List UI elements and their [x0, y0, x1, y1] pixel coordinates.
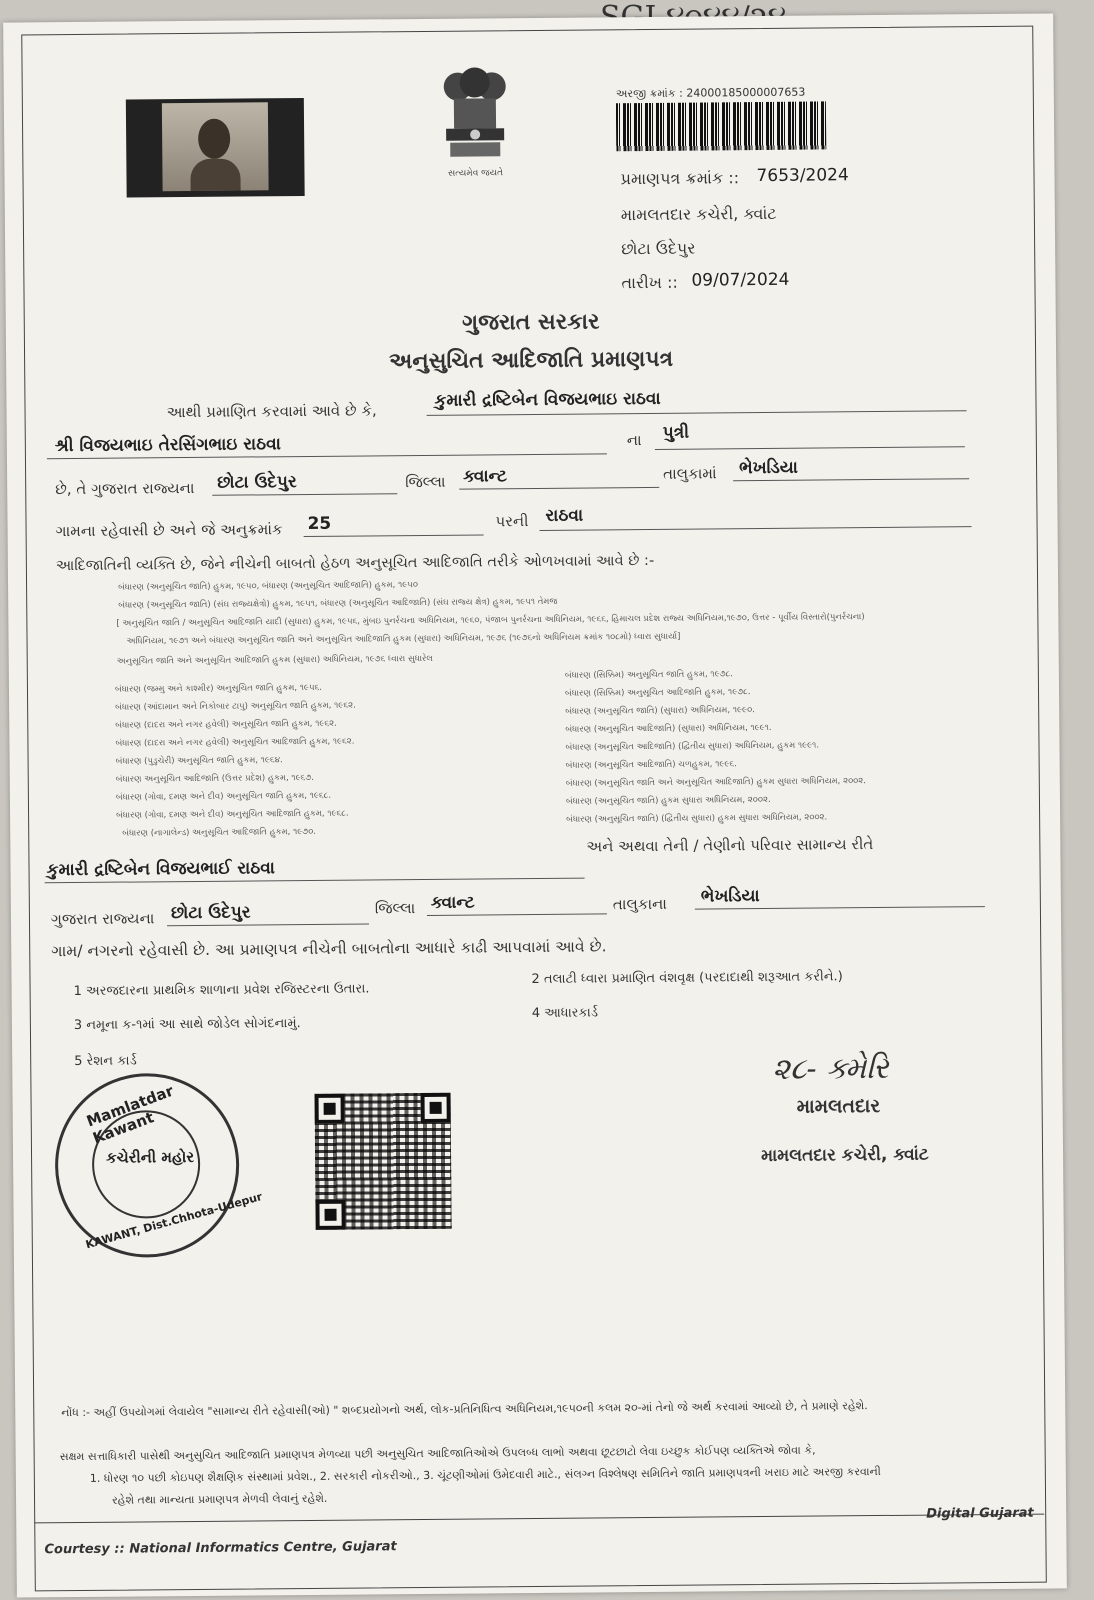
signatory-designation: મામલતદાર: [796, 1094, 881, 1118]
act-right: બંધારણ (અનુસૂચિત જાતિ) હુકમ સુધારા અધિનિયમ, ૨૦૦૨.: [565, 794, 771, 807]
applicant-name: કુમારી દ્રષ્ટિબેન વિજયભાઇ રાઠવા: [434, 388, 661, 411]
resident-label: ગામના રહેવાસી છે અને જે અનુક્રમાંક: [55, 520, 283, 541]
act-line: અધિનિયમ, ૧૯૭૧ અને બંધારણ અનુસૂચિત જાતિ અને અનુસૂચિત આદિજાતિ હુકમ (સુધારા) અધિનિયમ, ૧૯૭૬ (૧૯૭૬નો અધિનિયમ ક્રમાંક ૧૦૮મો) ધ્વારા સુધાર્યા]: [126, 631, 681, 647]
state-label: છે, તે ગુજરાત રાજ્યના: [55, 478, 195, 499]
footnote: રહેશે તથા માન્યતા પ્રમાણપત્ર મેળવી લેવાનું રહેશે.: [111, 1491, 328, 1507]
signature-scribble: ૨૮- ક્મેરિ: [772, 1050, 889, 1087]
seal-bottom-text: KAWANT, Dist.Chhota-Udepur: [84, 1189, 264, 1252]
certificate-page: [3, 13, 1067, 1597]
digital-gujarat-brand: Digital Gujarat: [926, 1505, 1034, 1522]
act-right: બંધારણ (અનુસૂચિત આદિજાતિ) ચળહુકમ, ૧૯૯૬.: [565, 759, 737, 771]
family-village: ભેખડિયા: [700, 886, 760, 907]
seal-center-text: કચેરીની મહોર: [105, 1147, 195, 1167]
tribe-label: પરની: [495, 512, 529, 531]
family-name: કુમારી દ્રષ્ટિબેન વિજયભાઈ રાઠવા: [46, 858, 276, 881]
act-left: બંધારણ (પુડુચેરી) અનુસૂચિત જાતિ હુકમ, ૧૯૬૪.: [115, 755, 283, 767]
basis-statement: ગામ/ નગરનો રહેવાસી છે. આ પ્રમાણપત્ર નીચેની બાબતોના આધારે કાઢી આપવામાં આવે છે.: [51, 937, 607, 961]
tribe-line: [539, 504, 971, 531]
certificate-title: અનુસુચિત આદિજાતિ પ્રમાણપત્ર: [388, 346, 674, 375]
act-right: બંધારણ (સિક્કિમ) અનુસૂચિત જાતિ હુકમ, ૧૯૭૮.: [564, 669, 733, 681]
date-label: તારીખ ::: [621, 272, 678, 293]
emblem-caption: સત્યમેવ જયતે: [447, 168, 504, 179]
national-emblem: [436, 64, 515, 185]
taluka: ક્વાન્ટ: [463, 466, 508, 487]
family-state-label: ગુજરાત રાજ્યના: [50, 909, 155, 929]
tribe: રાઠવા: [545, 505, 584, 526]
act-line: [ અનુસૂચિત જાતિ / અનુસૂચિત આદિજાતિ યાદી (સુધારા) હુકમ, ૧૯૫૬, મુંબઇ પુનર્રચના અધિનિયમ, ૧૯૬૦, પંજાબ પુનર્રચના અધિનિયમ, ૧૯૬૬, હિમાચલ પ્રદેશ રાજ્ય અધિનિયમ,૧૯૭૦, ઉત્તર - પૂર્વીય વિસ્તારો(પુનર્રચના): [116, 612, 865, 629]
act-left: બંધારણ (નાગાલેન્ડ) અનુસૂચિત આદિજાતિ હુકમ, ૧૯૭૦.: [122, 826, 317, 839]
signatory-office: મામલતદાર કચેરી, ક્વાંટ: [760, 1144, 929, 1167]
cert-no: 7653/2024: [756, 165, 849, 187]
cert-no-label: પ્રમાણપત્ર ક્રમાંક ::: [620, 168, 740, 189]
relation: પુત્રી: [662, 422, 690, 443]
act-left: બંધારણ (દાદરા અને નગર હવેલી) અનુસૂચિત જાતિ હુકમ, ૧૯૬૨.: [115, 718, 337, 731]
issuing-office: મામલતદાર કચેરી, ક્વાંટ: [620, 203, 777, 225]
act-left: બંધારણ (દાદરા અને નગર હવેલી) અનુસૂચિત આદિજાતિ હુકમ, ૧૯૬૨.: [115, 736, 355, 749]
act-left: બંધારણ (ગોવા, દમણ અને દીવ) અનુસૂચિત આદિજાતિ હુકમ, ૧૯૬૮.: [116, 808, 349, 821]
intro-text: આથી પ્રમાણિત કરવામાં આવે છે કે,: [166, 401, 377, 422]
issue-date: 09/07/2024: [691, 269, 790, 291]
document-item: 1 અરજદારના પ્રાથમિક શાળાના પ્રવેશ રજિસ્ટરના ઉતારા.: [73, 981, 370, 1000]
govt-title: ગુજરાત સરકાર: [461, 309, 600, 336]
family-suffix: અને અથવા તેની / તેણીનો પરિવાર સામાન્ય રીતે: [586, 835, 874, 856]
of-label: ના: [626, 431, 642, 450]
recognition-statement: આદિજાતિની વ્યક્તિ છે, જેને નીચેની બાબતો હેઠળ અનુસૂચિત આદિજાતિ તરીકે ઓળખવામાં આવે છે :-: [55, 552, 655, 575]
act-left: બંધારણ (જમ્મુ અને કાશ્મીર) અનુસૂચિત જાતિ હુકમ, ૧૯૫૬.: [114, 682, 323, 695]
office-seal: [54, 1073, 264, 1259]
act-line: બંધારણ (અનુસૂચિત જાતિ) (સંઘ રાજ્યક્ષેત્રો) હુકમ, ૧૯૫૧, બંધારણ (અનુસૂચિત આદિજાતિ) (સંઘ રાજ્ય ક્ષેત્ર) હુકમ, ૧૯૫૧ તેમજ: [118, 596, 558, 611]
family-taluka-label: તાલુકાના: [612, 894, 668, 914]
act-right: બંધારણ (અનુસૂચિત જાતિ) (દ્વિતીય સુધારા) હુકમ સુધારા અધિનિયમ, ૨૦૦૨.: [566, 812, 828, 825]
district: છોટા ઉદેપુર: [217, 472, 297, 493]
relation-line: [655, 424, 965, 450]
applicant-photo: [126, 98, 305, 198]
act-left: બંધારણ અનુસૂચિત આદિજાતિ (ઉત્તર પ્રદેશ) હુકમ, ૧૯૬૭.: [115, 772, 314, 785]
act-line: બંધારણ (અનુસૂચિત જાતિ) હુકમ, ૧૯૫૦, બંધારણ (અનુસૂચિત આદિજાતિ) હુકમ, ૧૯૫૦: [118, 580, 419, 593]
footnote: સક્ષમ સત્તાધિકારી પાસેથી અનુસુચિત આદિજાતિ પ્રમાણપત્ર મેળવ્યા પછી અનુસુચિત આદિજાતિઓએ ઉપલબ્ધ લાભો અથવા છૂટછાટો લેવા ઇચ્છુક કોઈપણ વ્યક્તિએ જોવા કે,: [59, 1443, 816, 1464]
footnote: 1. ધોરણ ૧૦ પછી કોઇપણ શૈક્ષણિક સંસ્થામાં પ્રવેશ., 2. સરકારી નોકરીઓ., 3. ચૂંટણીઓમાં ઉમેદવારી માટે., સંલગ્ન વિશ્લેષણ સમિતિને જાતિ પ્રમાણપત્રની ખરાઇ માટે અરજી કરવાની: [89, 1465, 881, 1485]
family-taluka: ક્વાન્ટ: [430, 892, 475, 913]
barcode: [616, 101, 826, 151]
family-district: છોટા ઉદેપુર: [170, 902, 251, 924]
father-name: શ્રી વિજયભાઇ તેરસિંગભાઇ રાઠવા: [54, 434, 281, 457]
village: ભેખડિયા: [738, 457, 798, 479]
act-right: બંધારણ (અનુસૂચિત જાતિ) (સુધારા) અધિનિયમ, ૧૯૯૦.: [565, 705, 755, 717]
act-right: બંધારણ (અનુસૂચિત આદિજાતિ) (દ્વિતીય સુધારા) અધિનિયમ, હુકમ ૧૯૯૧.: [565, 740, 820, 753]
document-item: 5 રેશન કાર્ડ: [74, 1053, 137, 1070]
act-line: અનુસૂચિત જાતિ અને અનુસૂચિત આદિજાતિ હુકમ (સુધારા) અધિનિયમ, ૧૯૭૬ ધ્વારા સુધારેલ: [116, 653, 433, 667]
courtesy-text: Courtesy :: National Informatics Centre, Gujarat: [44, 1539, 397, 1558]
act-right: બંધારણ (અનુસૂચિત જાતિ અને અનુસૂચિત આદિજાતિ) હુકમ સુધારા અધિનિયમ, ૨૦૦૨.: [565, 776, 867, 789]
seal-top-text: Mamlatdar Kawant: [84, 1081, 176, 1148]
family-district-label: જિલ્લા: [374, 899, 416, 918]
footnote: નોંધ :- અહીં ઉપયોગમાં લેવાયેલ "સામાન્ય રીતે રહેવાસી(ઓ) " શબ્દપ્રયોગનો અર્થ, લોક-પ્રતિનિધિત્વ અધિનિયમ,૧૯૫૦ની કલમ ૨૦-માં તેનો જે અર્થ કરવામાં આવ્યો છે, તે પ્રમાણે રહેશે.: [61, 1399, 868, 1420]
act-right: બંધારણ (અનુસૂચિત આદિજાતિ) (સુધારા) અધિનિયમ, ૧૯૯૧.: [565, 722, 772, 735]
qr-code: [315, 1093, 452, 1230]
district-label: જિલ્લા: [405, 472, 446, 492]
application-number: અરજી ક્રમાંક : 24000185000007653: [615, 85, 806, 101]
act-left: બંધારણ (ગોવા, દમણ અને દીવ) અનુસૂચિત જાતિ હુકમ, ૧૯૬૮.: [115, 790, 332, 803]
serial-number: 25: [307, 513, 332, 534]
document-item: 4 આધારકાર્ડ: [531, 1005, 599, 1022]
taluka-label: તાલુકામાં: [663, 464, 717, 483]
issuing-district: છોટા ઉદેપુર: [621, 238, 696, 259]
act-left: બંધારણ (આંદામાન અને નિકોબાર ટાપુ) અનુસૂચિત જાતિ હુકમ, ૧૯૬૨.: [115, 700, 356, 713]
act-right: બંધારણ (સિક્કિમ) અનુસૂચિત આદિજાતિ હુકમ, ૧૯૭૮.: [564, 687, 751, 699]
document-item: 3 નમૂના ક-૧માં આ સાથે જોડેલ સોગંદનામું.: [73, 1016, 301, 1034]
document-item: 2 તલાટી ધ્વારા પ્રમાણિત વંશવૃક્ષ (પરદાદાથી શરૂઆત કરીને.): [531, 969, 843, 988]
